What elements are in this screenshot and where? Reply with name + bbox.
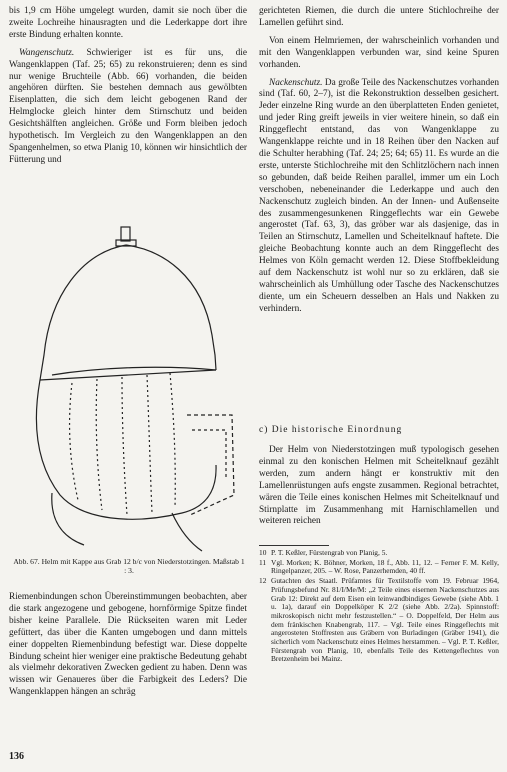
helmet-drawing bbox=[12, 225, 244, 555]
paragraph-nackenschutz bbox=[259, 78, 499, 316]
paragraph-body: Da große Teile des Nackenschutzes vorhanden sind (Taf. 60, 2–7), ist die Rekonstruktion desselben gesichert. Jeder einzelne Ring wurde an den überplatteten Enden genietet, und jeder Ring greift jeweils in vier weitere hinein, so daß ein Ringgeflecht entstand, das von Wangenklappe zu Wangenklappe reichte und in 18 Reihen über den Nacken auf die Schulter herabhing (Taf. 24; 25; 64; 65) 11. Es wurde an die erste, unterste Stichlochreihe mit den Schlitzlöchern nach innen so gebunden, daß beide Reihen parallel, immer um ein Loch verschoben, nebeneinander die Lederkappe und auch den Nackenschutz zugleich binden. An der Innen- und Außenseite des zusammengesunkenen Ringgeflechts war ein Gewebe angerostet (Taf. 63, 3), das gröber war als dasjenige, das in Teilen an Stirnschutz, Lamellen und Scheitelknauf haftete. Die gleiche Beobachtung konnte auch an dem Ringgeflecht des Helmes von Köln gemacht werden 12. Diese Stoffbekleidung auf dem Nackenschutz ist wohl nur so zu erklären, daß sie wahrscheinlich als Umhüllung oder Tasche des Nackenschutzes diente, um ein Scheuern desselben an Hals und Nakken zu verhindern. bbox=[259, 77, 499, 314]
footnotes bbox=[259, 549, 499, 665]
footnote bbox=[259, 559, 499, 576]
helmet-illustration bbox=[12, 225, 244, 555]
figure-caption: Abb. 67. Helm mit Kappe aus Grab 12 b/c von Niederstotzingen. Maßstab 1 : 3. bbox=[13, 557, 245, 575]
footnote-text: Vgl. Morken; K. Böhner, Morken, 18 f., Abb. 11, 12. – Ferner F. M. Kelly, Ringelpanzer, 205. – W. Rose, Panzerhemden, 40 ff. bbox=[271, 557, 499, 576]
paragraph: bis 1,9 cm Höhe umgelegt wurden, damit sie noch über die zweite Lochreihe hinausragten und die Lederkappe dort ihre erste Bindung erhalten konnte. bbox=[9, 6, 247, 40]
footnote-number: 10 bbox=[259, 548, 267, 557]
paragraph: Der Helm von Niederstotzingen muß typologisch gesehen einmal zu den konischen Helmen mit Scheitelknauf gezählt werden, zum andern hängt er konstruktiv mit den Lamellenrüstungen aufs engste zusammen. Regional betrachtet, wären die Teile eines konischen Helmes mit Scheitelknauf und Stirnplatte im Zusammenhang mit Harnischlamellen und weiteren reichen bbox=[259, 445, 499, 527]
paragraph: Riemenbindungen schon Übereinstimmungen beobachten, aber die stark angezogene und gebogene, hornförmige Spitze findet bisher keine Parallele. Die Rückseiten waren mit Leder gefüttert, das über die Kanten umgebogen und dann mittels einer doppelten Riemenbindung befestigt war. Diese doppelte Bindung scheint hier weniger eine praktische Bedeutung gehabt als vielmehr dekorativen Zwecken gedient zu haben. Denn was wissen wir Genaueres über die Farbigkeit des Leders? Die Wangenklappen hängen an schräg bbox=[9, 592, 247, 698]
footnote bbox=[259, 577, 499, 664]
right-column-mid bbox=[259, 445, 499, 534]
paragraph: Von einem Helmriemen, der wahrscheinlich vorhanden und mit den Wangenklappen verbunden war, sind keine Spuren vorhanden. bbox=[259, 35, 499, 70]
paragraph-wangenschutz bbox=[9, 48, 247, 167]
left-column-top bbox=[9, 6, 247, 173]
subheading: Nackenschutz. bbox=[269, 77, 323, 88]
paragraph: gerichteten Riemen, die durch die untere Stichlochreihe der Lamellen geführt sind. bbox=[259, 6, 499, 28]
footnote-text: Gutachten des Staatl. Prüfamtes für Textilstoffe vom 19. Februar 1964, Prüfungsbefund Nr. 81/I/Me/M: „2 Teile eines eisernen Nackenschutzes aus Grab 12: Direkt auf dem Eisen ein leinwandbindiges Gewebe (siehe Abb. 1 u. 1a), darauf ein Doppelköper K 2/2 (siehe Abb. 2/2a). Spinnstoff: mikroskopisch nicht mehr festzustellen.“ – O. Doppelfeld, Der Helm aus dem fränkischen Knabengrab, 117. – Vgl. Teile eines Ringgeflechts mit angerosteten Stoffresten aus Gräbern von Burladingen (Gräber 1941), die sicherlich vom Nackenschutz eines Helmes herstammen. – Vgl. P. T. Keßler, Fürstengrab von Planig, 10, ebenfalls Teile des Kettengeflechtes von Bretzenheim bei Mainz. bbox=[271, 576, 499, 664]
left-column-bottom bbox=[9, 592, 247, 705]
footnote-number: 11 bbox=[259, 557, 267, 567]
right-column-top bbox=[259, 6, 499, 322]
footnote-text: P. T. Keßler, Fürstengrab von Planig, 5. bbox=[271, 548, 388, 557]
footnote-divider bbox=[259, 545, 329, 546]
page-number: 136 bbox=[9, 751, 24, 762]
paragraph-body: Schwieriger ist es für uns, die Wangenklappen (Taf. 25; 65) zu rekonstruieren; denn es sind nur wenige Bruchteile (Abb. 66) vorhanden, die beiden angehören dürften. Sie bestehen demnach aus gewölbten Eisenplatten, die sich dem leicht gebogenen Rand der Helmglocke gleich hinter dem Stirnschutz und beiden Gesichtshälften angleichen. Größe und Form bleiben jedoch hypothetisch. Im Vergleich zu den Wangenklappen an den Spangenhelmen, so etwa Planig 10, können wir hinsichtlich der Fütterung und bbox=[9, 47, 247, 165]
footnote bbox=[259, 549, 499, 558]
section-heading: c) Die historische Einordnung bbox=[259, 425, 403, 435]
footnote-number: 12 bbox=[259, 576, 267, 586]
subheading: Wangenschutz. bbox=[19, 47, 75, 58]
